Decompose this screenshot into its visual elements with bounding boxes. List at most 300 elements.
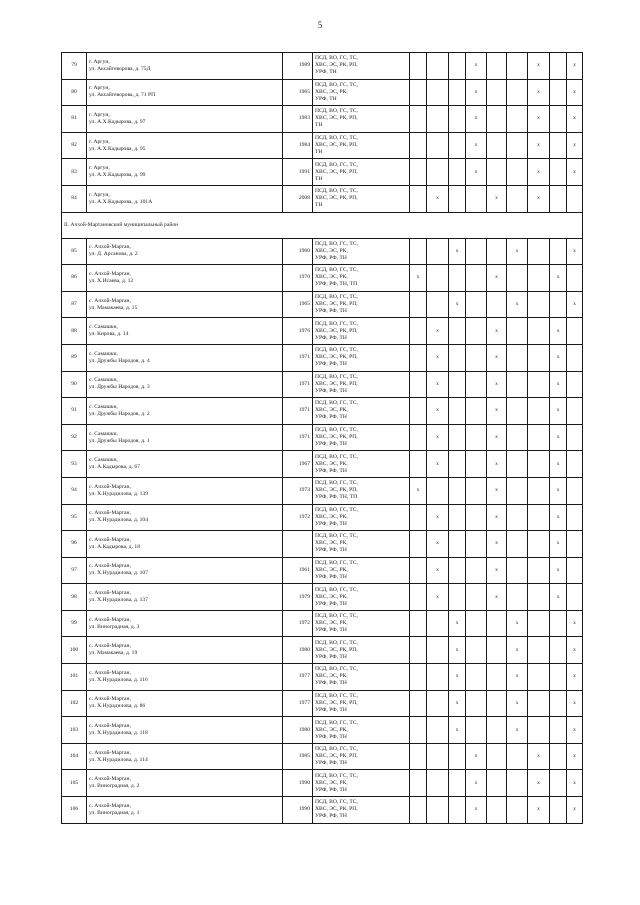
row-number: 82	[62, 132, 87, 159]
address-cell	[87, 504, 283, 531]
street-address: ул. Д. Арсанова, д. 2	[89, 251, 138, 258]
period-cell	[466, 743, 487, 770]
period-mark: х	[436, 380, 439, 387]
table-row	[62, 344, 583, 371]
period-cell	[550, 265, 567, 292]
street-address: ул. А.Кадырова, д. 18	[89, 543, 140, 550]
row-number: 106	[62, 797, 87, 824]
period-cell	[528, 451, 550, 478]
period-cell	[487, 531, 507, 558]
period-cell	[466, 238, 487, 265]
period-mark: х	[436, 195, 439, 202]
period-cell	[449, 344, 466, 371]
period-mark: х	[436, 434, 439, 441]
street-address: ул. Дружбы Народов, д. 4	[89, 357, 150, 364]
period-cell	[427, 106, 449, 133]
works-line: УРФ, РФ, ТН	[315, 308, 347, 315]
period-cell	[427, 504, 449, 531]
works-line: ХВС, ЭС, РК, РП,	[315, 142, 358, 149]
period-cell	[427, 79, 449, 106]
row-number: 92	[62, 424, 87, 451]
locality: г. Аргун,	[89, 111, 110, 118]
period-cell	[567, 797, 583, 824]
period-cell	[449, 238, 466, 265]
works-line: ХВС, ЭС, РК,	[315, 566, 348, 573]
build-year: 1965	[283, 79, 313, 106]
build-year	[283, 531, 313, 558]
locality: с. Самашки,	[89, 377, 118, 384]
period-cell	[567, 477, 583, 504]
works-list-cell	[313, 531, 410, 558]
table-row	[62, 371, 583, 398]
address-cell	[87, 584, 283, 611]
period-cell	[528, 743, 550, 770]
works-line: ПСД, ВО, ГС, ТС,	[315, 719, 358, 726]
works-list-cell	[313, 132, 410, 159]
period-cell	[410, 664, 427, 691]
locality: г. Аргун,	[89, 58, 110, 65]
period-cell	[487, 610, 507, 637]
works-list-cell	[313, 371, 410, 398]
works-line: ХВС, ЭС, РК,	[315, 407, 348, 414]
period-cell	[466, 106, 487, 133]
period-mark: х	[573, 88, 576, 95]
period-mark: х	[556, 354, 560, 361]
period-cell	[550, 159, 567, 186]
period-mark: х	[436, 407, 439, 414]
table-row	[62, 238, 583, 265]
period-mark: х	[416, 487, 420, 494]
row-number: 101	[62, 664, 87, 691]
period-mark: х	[495, 195, 498, 202]
address-cell	[87, 344, 283, 371]
period-cell	[567, 690, 583, 717]
period-mark: х	[495, 566, 498, 573]
works-line: УРФ, РФ, ТН	[315, 254, 347, 261]
period-cell	[507, 770, 528, 797]
works-line: ПСД, ВО, ГС, ТС,	[315, 240, 358, 247]
address-cell	[87, 159, 283, 186]
works-line: ТН	[315, 149, 323, 156]
period-cell	[410, 79, 427, 106]
period-cell	[410, 344, 427, 371]
period-cell	[507, 371, 528, 398]
works-line: ПСД, ВО, ГС, ТС,	[315, 480, 358, 487]
works-line: ХВС, ЭС, РК, РП,	[315, 753, 358, 760]
works-line: УРФ, РФ, ТН	[315, 334, 347, 341]
period-mark: х	[556, 274, 560, 281]
works-line: ПСД, ВО, ГС, ТС,	[315, 772, 358, 779]
period-cell	[567, 398, 583, 425]
works-line: ПСД, ВО, ГС, ТС,	[315, 586, 358, 593]
period-cell	[550, 106, 567, 133]
table-row	[62, 690, 583, 717]
period-cell	[550, 318, 567, 345]
works-line: УРФ, РФ, ТН	[315, 547, 347, 554]
works-line: ХВС, ЭС, РК, РП,	[315, 646, 358, 653]
period-cell	[449, 504, 466, 531]
period-mark: х	[573, 646, 576, 653]
street-address: ул. Х.Исаева, д. 12	[89, 277, 134, 284]
period-cell	[567, 637, 583, 664]
build-year: 1990	[283, 770, 313, 797]
period-cell	[449, 265, 466, 292]
period-cell	[410, 797, 427, 824]
period-cell	[410, 690, 427, 717]
period-cell	[567, 53, 583, 80]
row-number: 99	[62, 610, 87, 637]
district-block-argun	[62, 53, 583, 213]
period-cell	[567, 770, 583, 797]
period-cell	[528, 690, 550, 717]
table-row	[62, 584, 583, 611]
period-cell	[487, 132, 507, 159]
works-list-cell	[313, 637, 410, 664]
table-row	[62, 106, 583, 133]
period-cell	[567, 159, 583, 186]
period-mark: х	[573, 620, 576, 627]
period-cell	[410, 265, 427, 292]
address-cell	[87, 318, 283, 345]
period-cell	[410, 557, 427, 584]
period-mark: х	[573, 673, 576, 680]
works-line: ХВС, ЭС, РК,	[315, 88, 348, 95]
period-cell	[550, 344, 567, 371]
works-line: ПСД, ВО, ГС, ТС,	[315, 400, 358, 407]
row-number: 89	[62, 344, 87, 371]
period-cell	[427, 185, 449, 212]
row-number: 87	[62, 291, 87, 318]
works-line: ПСД, ВО, ГС, ТС,	[315, 55, 358, 62]
build-year: 1961	[283, 557, 313, 584]
period-cell	[427, 132, 449, 159]
address-cell	[87, 531, 283, 558]
works-line: ХВС, ЭС, РК,	[315, 726, 348, 733]
works-line: ТН	[315, 122, 323, 129]
period-cell	[466, 637, 487, 664]
table-row	[62, 531, 583, 558]
period-mark: х	[436, 327, 439, 334]
works-list-cell	[313, 291, 410, 318]
works-line: ПСД, ВО, ГС, ТС,	[315, 294, 358, 301]
period-cell	[507, 238, 528, 265]
period-cell	[487, 79, 507, 106]
works-list-cell	[313, 504, 410, 531]
works-line: ХВС, ЭС, РК, РП,	[315, 62, 358, 69]
period-cell	[410, 584, 427, 611]
period-cell	[507, 106, 528, 133]
period-cell	[550, 610, 567, 637]
table-row	[62, 398, 583, 425]
build-year: 1985	[283, 743, 313, 770]
period-cell	[507, 637, 528, 664]
period-mark: х	[474, 142, 478, 149]
table-row	[62, 717, 583, 744]
works-line: УРФ, РФ, ТН	[315, 627, 347, 634]
row-number: 105	[62, 770, 87, 797]
street-address: ул. Мамакаева, д. 15	[89, 304, 138, 311]
period-cell	[466, 185, 487, 212]
period-cell	[550, 717, 567, 744]
period-cell	[449, 637, 466, 664]
period-mark: х	[474, 806, 478, 813]
period-mark: х	[474, 779, 478, 786]
period-cell	[427, 637, 449, 664]
row-number: 79	[62, 53, 87, 80]
locality: с. Ачхой-Мартан,	[89, 510, 131, 517]
street-address: ул. А.Х.Кадырова, д. 95	[89, 145, 146, 152]
period-cell	[550, 424, 567, 451]
build-year: 1983	[283, 106, 313, 133]
build-year: 1990	[283, 797, 313, 824]
period-mark: х	[556, 513, 560, 520]
period-cell	[410, 185, 427, 212]
table-row	[62, 610, 583, 637]
period-mark: х	[573, 806, 576, 813]
works-line: ПСД, ВО, ГС, ТС,	[315, 613, 358, 620]
build-year: 1979	[283, 584, 313, 611]
address-cell	[87, 451, 283, 478]
works-line: ПСД, ВО, ГС, ТС,	[315, 347, 358, 354]
period-mark: х	[495, 274, 498, 281]
works-line: УРФ, РФ, ТН	[315, 706, 347, 713]
period-mark: х	[573, 699, 576, 706]
locality: с. Ачхой-Мартан,	[89, 590, 131, 597]
registry-table	[61, 52, 583, 824]
period-cell	[567, 238, 583, 265]
period-cell	[466, 398, 487, 425]
period-cell	[528, 398, 550, 425]
works-line: УРФ, РФ, ТН	[315, 414, 347, 421]
period-cell	[528, 797, 550, 824]
period-cell	[567, 291, 583, 318]
period-cell	[567, 664, 583, 691]
locality: с. Ачхой-Мартан,	[89, 802, 131, 809]
period-cell	[528, 79, 550, 106]
period-mark: х	[495, 487, 498, 494]
period-cell	[528, 318, 550, 345]
period-cell	[487, 53, 507, 80]
period-cell	[487, 743, 507, 770]
works-list-cell	[313, 610, 410, 637]
build-year: 1972	[283, 504, 313, 531]
period-cell	[410, 53, 427, 80]
section-title: II. Ачхой-Мартановский муниципальный район	[62, 212, 583, 238]
period-cell	[550, 53, 567, 80]
period-cell	[550, 371, 567, 398]
period-cell	[507, 318, 528, 345]
period-mark: х	[515, 726, 519, 733]
period-cell	[487, 797, 507, 824]
table-row	[62, 797, 583, 824]
row-number: 103	[62, 717, 87, 744]
street-address: ул. Х.Нурадилова, д. 118	[89, 730, 148, 737]
works-line: ХВС, ЭС, РК, РП,	[315, 168, 358, 175]
period-cell	[507, 584, 528, 611]
period-cell	[427, 743, 449, 770]
period-cell	[507, 610, 528, 637]
works-line: ПСД, ВО, ГС, ТС,	[315, 746, 358, 753]
row-number: 95	[62, 504, 87, 531]
works-line: УРФ, РФ, ТН	[315, 733, 347, 740]
period-mark: х	[556, 327, 560, 334]
period-cell	[410, 291, 427, 318]
street-address: ул. Кирова, д. 14	[89, 331, 129, 338]
period-cell	[410, 318, 427, 345]
period-mark: х	[515, 301, 519, 308]
period-cell	[427, 557, 449, 584]
works-line: ПСД, ВО, ГС, ТС,	[315, 135, 358, 142]
works-line: УРФ, ТН	[315, 69, 337, 76]
works-list-cell	[313, 344, 410, 371]
period-cell	[567, 424, 583, 451]
street-address: ул. Х.Нурадилова, д. 116	[89, 676, 148, 683]
works-line: УРФ, РФ, ТН	[315, 387, 347, 394]
street-address: ул. Х.Нурадилова, д. 114	[89, 756, 148, 763]
period-mark: х	[537, 753, 540, 760]
works-line: ПСД, ВО, ГС, ТС,	[315, 692, 358, 699]
street-address: ул. А.Х.Кадырова, д. 97	[89, 118, 146, 125]
works-line: ПСД, ВО, ГС, ТС,	[315, 559, 358, 566]
district-block-achkhoy-martan	[62, 238, 583, 823]
period-cell	[449, 664, 466, 691]
locality: с. Самашки,	[89, 430, 118, 437]
period-mark: х	[573, 247, 576, 254]
works-line: ХВС, ЭС, РК,	[315, 513, 348, 520]
period-mark: х	[495, 380, 498, 387]
period-mark: х	[455, 620, 459, 627]
works-line: ТН	[315, 202, 323, 209]
locality: с. Ачхой-Мартан,	[89, 616, 131, 623]
table-row	[62, 318, 583, 345]
row-number: 97	[62, 557, 87, 584]
period-cell	[449, 690, 466, 717]
period-cell	[528, 132, 550, 159]
period-cell	[528, 531, 550, 558]
period-mark: х	[474, 62, 478, 69]
period-cell	[487, 238, 507, 265]
works-line: ХВС, ЭС, РК, РП,	[315, 487, 358, 494]
row-number: 96	[62, 531, 87, 558]
period-cell	[466, 291, 487, 318]
street-address: ул. Дружбы Народов, д. 1	[89, 437, 150, 444]
period-cell	[466, 132, 487, 159]
works-line: ХВС, ЭС, РК, РП,	[315, 195, 358, 202]
period-cell	[507, 717, 528, 744]
works-list-cell	[313, 265, 410, 292]
period-cell	[466, 717, 487, 744]
period-mark: х	[556, 380, 560, 387]
period-cell	[427, 770, 449, 797]
address-cell	[87, 477, 283, 504]
row-number: 90	[62, 371, 87, 398]
period-cell	[466, 770, 487, 797]
table-row	[62, 557, 583, 584]
period-cell	[487, 371, 507, 398]
works-line: УРФ, РФ, ТН	[315, 760, 347, 767]
period-cell	[487, 664, 507, 691]
period-mark: х	[537, 115, 540, 122]
period-cell	[487, 265, 507, 292]
works-list-cell	[313, 79, 410, 106]
period-mark: х	[495, 407, 498, 414]
period-cell	[466, 318, 487, 345]
row-number: 80	[62, 79, 87, 106]
works-line: ХВС, ЭС, РК,	[315, 620, 348, 627]
period-cell	[449, 371, 466, 398]
period-cell	[449, 451, 466, 478]
period-cell	[466, 690, 487, 717]
period-cell	[528, 106, 550, 133]
period-mark: х	[455, 726, 459, 733]
row-number: 102	[62, 690, 87, 717]
period-mark: х	[556, 566, 560, 573]
address-cell	[87, 717, 283, 744]
period-cell	[550, 743, 567, 770]
build-year: 1984	[283, 132, 313, 159]
period-mark: х	[573, 753, 576, 760]
locality: г. Аргун,	[89, 138, 110, 145]
works-list-cell	[313, 159, 410, 186]
works-list-cell	[313, 398, 410, 425]
period-cell	[528, 717, 550, 744]
period-cell	[487, 637, 507, 664]
period-cell	[567, 132, 583, 159]
period-cell	[550, 451, 567, 478]
works-line: ХВС, ЭС, РК, РП,	[315, 354, 358, 361]
period-cell	[427, 398, 449, 425]
build-year: 1971	[283, 344, 313, 371]
build-year: 1960	[283, 238, 313, 265]
period-cell	[487, 344, 507, 371]
street-address: ул. Дружбы Народов, д. 2	[89, 410, 150, 417]
period-mark: х	[515, 646, 519, 653]
period-cell	[466, 79, 487, 106]
period-cell	[410, 477, 427, 504]
works-line: ПСД, ВО, ГС, ТС,	[315, 161, 358, 168]
works-line: ТН	[315, 175, 323, 182]
period-cell	[550, 637, 567, 664]
address-cell	[87, 743, 283, 770]
locality: с. Самашки,	[89, 457, 118, 464]
period-mark: х	[495, 434, 498, 441]
period-cell	[507, 398, 528, 425]
period-cell	[528, 664, 550, 691]
row-number: 91	[62, 398, 87, 425]
table-row	[62, 637, 583, 664]
period-cell	[449, 584, 466, 611]
street-address: ул. А.Кадырова, д. 67	[89, 464, 140, 471]
street-address: ул. Х.Нурадилова, д. 137	[89, 597, 149, 604]
row-number: 94	[62, 477, 87, 504]
works-line: ПСД, ВО, ГС, ТС,	[315, 506, 358, 513]
period-cell	[528, 557, 550, 584]
period-cell	[507, 531, 528, 558]
street-address: ул. Виноградная, д. 3	[89, 623, 140, 630]
works-line: ХВС, ЭС, РК, РП,	[315, 699, 358, 706]
period-cell	[507, 79, 528, 106]
works-line: УРФ, РФ, ТН	[315, 600, 347, 607]
street-address: ул. Х.Нурадилова, д. 139	[89, 490, 149, 497]
period-mark: х	[436, 513, 439, 520]
period-cell	[528, 477, 550, 504]
build-year: 1980	[283, 717, 313, 744]
works-line: УРФ, РФ, ТН	[315, 786, 347, 793]
period-cell	[410, 610, 427, 637]
period-cell	[466, 797, 487, 824]
street-address: ул. Аксайгеворова, д. 71 РП	[89, 92, 156, 99]
period-cell	[507, 424, 528, 451]
